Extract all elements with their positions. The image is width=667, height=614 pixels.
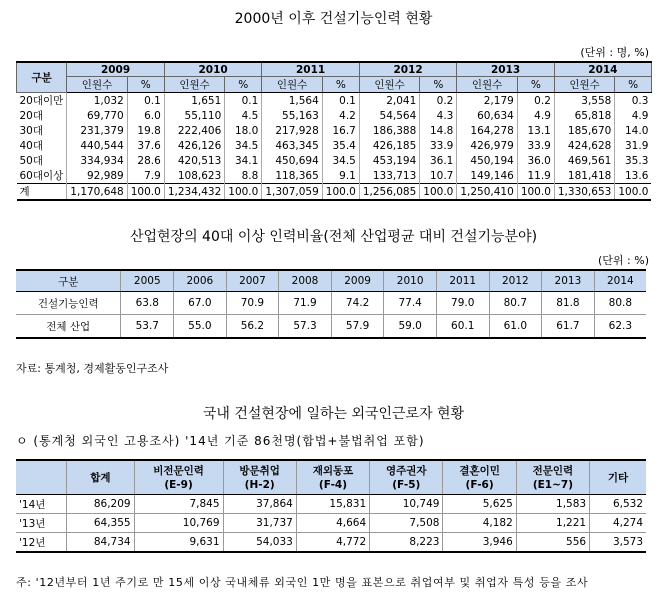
table-cell: 64,355: [67, 514, 134, 533]
table-cell: 424,628: [554, 138, 614, 153]
table-cell: 3,573: [590, 533, 646, 553]
table-cell: 1,307,059: [262, 184, 322, 201]
table-cell: 1,234,432: [164, 184, 224, 201]
table-cell: 10.7: [420, 168, 457, 184]
column-header-line2: (F-4): [318, 478, 348, 491]
table-cell: 0.1: [225, 93, 262, 109]
column-header: [296, 460, 369, 495]
table-cell: 7,508: [370, 514, 443, 533]
table-cell: 108,623: [164, 168, 224, 184]
table-cell: 57.9: [331, 315, 384, 339]
table-cell: 37,864: [223, 495, 296, 514]
row-label: 건설기능인력: [16, 292, 121, 315]
table-cell: 60.1: [436, 315, 489, 339]
year-header: 2014: [594, 270, 646, 292]
table-cell: 185,670: [554, 123, 614, 138]
table-cell: 15,831: [296, 495, 369, 514]
table-cell: 79.0: [436, 292, 489, 315]
table-row: [16, 292, 646, 315]
pct-subheader: %: [420, 77, 457, 93]
table-row: [17, 184, 652, 201]
table-cell: 70.9: [226, 292, 279, 315]
table-cell: 556: [516, 533, 589, 553]
workforce-table: [16, 61, 652, 201]
table-cell: 4.9: [615, 108, 652, 123]
table-cell: 55,163: [262, 108, 322, 123]
table-cell: 4,274: [590, 514, 646, 533]
table-row: [16, 315, 646, 339]
column-header-line2: (H-2): [244, 478, 275, 491]
table-cell: 4,772: [296, 533, 369, 553]
table-row: [17, 153, 652, 168]
count-subheader: 인원수: [164, 77, 224, 93]
table-cell: 2,041: [359, 93, 419, 109]
year-header: 2013: [542, 270, 595, 292]
table-cell: 6.0: [127, 108, 164, 123]
table-cell: 56.2: [226, 315, 279, 339]
table-cell: 37.6: [127, 138, 164, 153]
table-cell: 0.1: [127, 93, 164, 109]
pct-subheader: %: [127, 77, 164, 93]
table-cell: 0.2: [420, 93, 457, 109]
table-cell: 453,194: [359, 153, 419, 168]
table-cell: 34.5: [225, 138, 262, 153]
year-header: 2011: [436, 270, 489, 292]
pct-subheader: %: [615, 77, 652, 93]
table-cell: 450,194: [457, 153, 517, 168]
count-subheader: 인원수: [457, 77, 517, 93]
year-header: 2010: [164, 62, 262, 77]
table-cell: 71.9: [279, 292, 332, 315]
row-label: 40대: [19, 140, 44, 152]
row-label: '14년: [16, 495, 67, 514]
table-cell: 54,033: [223, 533, 296, 553]
table-cell: 11.9: [517, 168, 554, 184]
table-row: [16, 514, 646, 533]
year-header: 2014: [554, 62, 651, 77]
table-cell: 53.7: [121, 315, 174, 339]
table-cell: 14.0: [615, 123, 652, 138]
table-cell: 34.1: [225, 153, 262, 168]
column-header: [223, 460, 296, 495]
footnote: 주: '12년부터 1년 주기로 만 15세 이상 국내체류 외국인 1만 명을 표본으로 취업여부 및 취업자 특성 등을 조사: [16, 576, 589, 589]
table-cell: 186,388: [359, 123, 419, 138]
row-label: 계: [17, 184, 67, 201]
row-label: '12년: [16, 533, 67, 553]
table-cell: 59.0: [384, 315, 437, 339]
column-header: [16, 460, 67, 495]
table-cell: 100.0: [517, 184, 554, 201]
table-cell: 426,979: [457, 138, 517, 153]
table-cell: 149,146: [457, 168, 517, 184]
table-row: [16, 533, 646, 553]
table-row: [17, 108, 652, 123]
count-subheader: 인원수: [67, 77, 127, 93]
year-header: 2006: [174, 270, 227, 292]
table-cell: 426,185: [359, 138, 419, 153]
table-cell: 10,769: [134, 514, 223, 533]
year-header: 2007: [226, 270, 279, 292]
table-cell: 33.9: [517, 138, 554, 153]
table-cell: 1,032: [67, 93, 127, 109]
foreign-workers-table: [16, 459, 646, 553]
table-cell: 1,583: [516, 495, 589, 514]
table-cell: 0.3: [615, 93, 652, 109]
table-cell: 61.0: [489, 315, 542, 339]
table-row: [17, 93, 652, 109]
table-cell: 100.0: [225, 184, 262, 201]
table-cell: 9,631: [134, 533, 223, 553]
table-cell: 231,379: [67, 123, 127, 138]
table-cell: 31.9: [615, 138, 652, 153]
table-row: [16, 495, 646, 514]
table-cell: 164,278: [457, 123, 517, 138]
table-cell: 4.3: [420, 108, 457, 123]
row-label: 50대: [19, 155, 44, 167]
column-header-line1: 재외동포: [312, 464, 354, 477]
table-cell: 28.6: [127, 153, 164, 168]
table-cell: 7,845: [134, 495, 223, 514]
table-cell: 4.5: [225, 108, 262, 123]
row-label: 20대이만: [19, 95, 64, 107]
table-cell: 36.0: [517, 153, 554, 168]
table-cell: 69,770: [67, 108, 127, 123]
table-cell: 92,989: [67, 168, 127, 184]
column-header: [134, 460, 223, 495]
table-cell: 1,651: [164, 93, 224, 109]
column-header-line1: 비전문인력: [153, 464, 204, 477]
table-cell: 4.2: [322, 108, 359, 123]
column-header: [443, 460, 516, 495]
table-cell: 55,110: [164, 108, 224, 123]
table-row: [17, 123, 652, 138]
table-cell: 1,330,653: [554, 184, 614, 201]
table-cell: 5,625: [443, 495, 516, 514]
row-label: 20대: [19, 110, 44, 122]
pct-subheader: %: [225, 77, 262, 93]
table-cell: 13.1: [517, 123, 554, 138]
table-cell: 81.8: [542, 292, 595, 315]
table-cell: 4,182: [443, 514, 516, 533]
section3-title: 국내 건설현장에 일하는 외국인근로자 현황: [202, 406, 465, 422]
year-header: 2008: [279, 270, 332, 292]
table-cell: 1,250,410: [457, 184, 517, 201]
table-cell: 62.3: [594, 315, 646, 339]
table-cell: 3,946: [443, 533, 516, 553]
count-subheader: 인원수: [262, 77, 322, 93]
table-cell: 3,558: [554, 93, 614, 109]
table-cell: 19.8: [127, 123, 164, 138]
table-cell: 420,513: [164, 153, 224, 168]
year-header: 2005: [121, 270, 174, 292]
table-cell: 9.1: [322, 168, 359, 184]
column-header-line1: 영주권자: [386, 464, 427, 477]
table-cell: 222,406: [164, 123, 224, 138]
column-header: [67, 460, 134, 495]
pct-subheader: %: [322, 77, 359, 93]
header-label: 구분: [17, 62, 67, 93]
section2-unit: (단위 : %): [598, 254, 649, 267]
year-header: 2009: [67, 62, 165, 77]
table-cell: 1,170,648: [67, 184, 127, 201]
age-ratio-table: [16, 269, 646, 339]
section1-unit: (단위 : 명, %): [580, 46, 649, 59]
table-cell: 77.4: [384, 292, 437, 315]
source-note: 자료: 통계청, 경제활동인구조사: [16, 362, 169, 375]
count-subheader: 인원수: [554, 77, 614, 93]
table-cell: 440,544: [67, 138, 127, 153]
table-cell: 463,345: [262, 138, 322, 153]
section2-title: 산업현장의 40대 이상 인력비율(전체 산업평균 대비 건설기능분야): [129, 229, 538, 245]
column-header: [370, 460, 443, 495]
column-header-line1: 합계: [90, 471, 111, 484]
column-header-line2: (E-9): [164, 478, 193, 491]
table-cell: 18.0: [225, 123, 262, 138]
table-cell: 7.9: [127, 168, 164, 184]
table-cell: 16.7: [322, 123, 359, 138]
column-header-line1: 기타: [607, 471, 629, 484]
column-header-line1: 전문인력: [532, 464, 574, 477]
table-cell: 36.1: [420, 153, 457, 168]
count-subheader: 인원수: [359, 77, 419, 93]
row-label: '13년: [16, 514, 67, 533]
section1-title: 2000년 이후 건설기능인력 현황: [234, 11, 433, 27]
table-cell: 0.2: [517, 93, 554, 109]
table-cell: 0.1: [322, 93, 359, 109]
row-label: 전체 산업: [16, 315, 121, 339]
table-row: [17, 138, 652, 153]
table-cell: 1,564: [262, 93, 322, 109]
table-row: [17, 168, 652, 184]
table-cell: 8,223: [370, 533, 443, 553]
table-cell: 6,532: [590, 495, 646, 514]
year-header: 2012: [359, 62, 457, 77]
column-header: [516, 460, 589, 495]
table-cell: 4.9: [517, 108, 554, 123]
column-header: [590, 460, 646, 495]
table-cell: 14.8: [420, 123, 457, 138]
year-header: 2012: [489, 270, 542, 292]
table-cell: 181,418: [554, 168, 614, 184]
table-cell: 34.5: [322, 153, 359, 168]
row-label: 60대이상: [19, 170, 64, 182]
table-cell: 35.4: [322, 138, 359, 153]
table-cell: 1,256,085: [359, 184, 419, 201]
year-header: 2009: [331, 270, 384, 292]
table-cell: 63.8: [121, 292, 174, 315]
table-cell: 35.3: [615, 153, 652, 168]
table-cell: 4,664: [296, 514, 369, 533]
table-cell: 334,934: [67, 153, 127, 168]
table-cell: 65,818: [554, 108, 614, 123]
table-cell: 86,209: [67, 495, 134, 514]
table-cell: 2,179: [457, 93, 517, 109]
table-cell: 31,737: [223, 514, 296, 533]
table-cell: 10,749: [370, 495, 443, 514]
column-header-line2: (E1~7): [532, 478, 574, 491]
table-cell: 80.8: [594, 292, 646, 315]
table-cell: 84,734: [67, 533, 134, 553]
pct-subheader: %: [517, 77, 554, 93]
table-cell: 33.9: [420, 138, 457, 153]
table-cell: 426,126: [164, 138, 224, 153]
column-header-line2: (F-5): [392, 478, 421, 491]
table-cell: 100.0: [127, 184, 164, 201]
row-label: 30대: [19, 125, 44, 137]
header-label: 구분: [16, 270, 121, 292]
table-cell: 100.0: [420, 184, 457, 201]
column-header-line1: 방문취업: [239, 464, 280, 477]
table-cell: 55.0: [174, 315, 227, 339]
column-header-line1: 결혼이민: [459, 464, 500, 477]
table-cell: 13.6: [615, 168, 652, 184]
column-header-line2: (F-6): [465, 478, 494, 491]
table-cell: 217,928: [262, 123, 322, 138]
table-cell: 118,365: [262, 168, 322, 184]
table-cell: 1,221: [516, 514, 589, 533]
year-header: 2013: [457, 62, 555, 77]
table-cell: 80.7: [489, 292, 542, 315]
year-header: 2011: [262, 62, 360, 77]
bullet-text: ㅇ (통계청 외국인 고용조사) '14년 기준 86천명(합법+불법취업 포함): [16, 434, 425, 448]
table-cell: 74.2: [331, 292, 384, 315]
table-cell: 450,694: [262, 153, 322, 168]
table-cell: 8.8: [225, 168, 262, 184]
table-cell: 100.0: [322, 184, 359, 201]
table-cell: 54,564: [359, 108, 419, 123]
year-header: 2010: [384, 270, 437, 292]
table-cell: 133,713: [359, 168, 419, 184]
table-cell: 100.0: [615, 184, 652, 201]
table-cell: 60,634: [457, 108, 517, 123]
table-cell: 67.0: [174, 292, 227, 315]
table-cell: 57.3: [279, 315, 332, 339]
table-cell: 469,561: [554, 153, 614, 168]
table-cell: 61.7: [542, 315, 595, 339]
